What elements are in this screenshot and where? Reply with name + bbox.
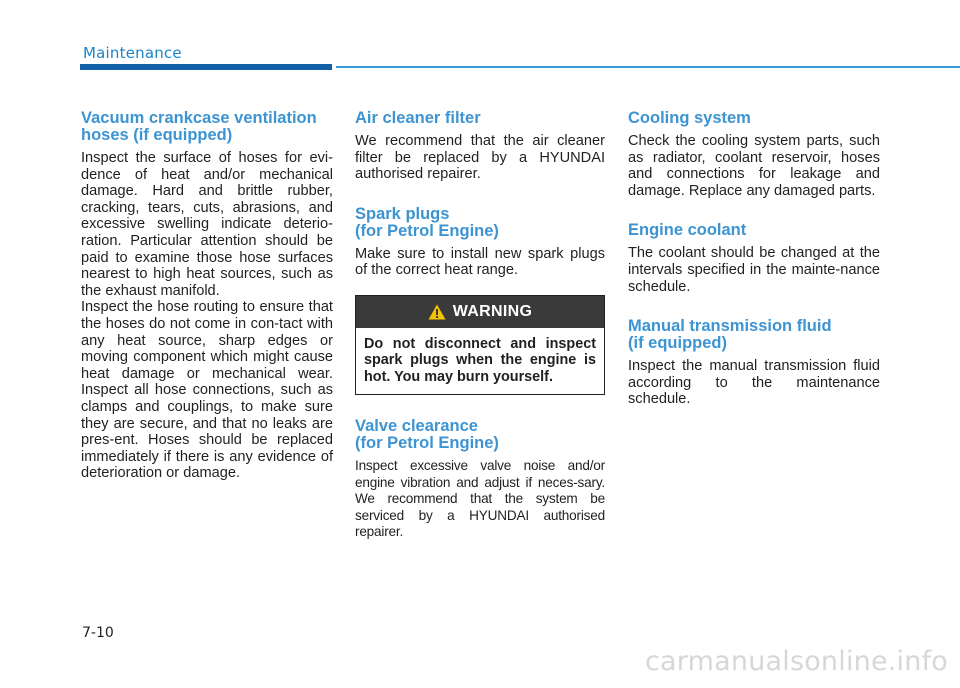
valve-clearance-heading (355, 418, 605, 452)
spacer (628, 199, 880, 222)
spacer (355, 395, 605, 418)
section-header: Maintenance (83, 44, 182, 62)
transmission-fluid-heading-line2: (if equipped) (628, 334, 727, 353)
cooling-system-text: Check the cooling system parts, such as radiator, coolant reservoir, hoses and connections for leakage and damage. Replace any damaged parts. (628, 133, 880, 199)
header-rule-light (336, 66, 960, 68)
spacer (628, 295, 880, 318)
warning-text: Do not disconnect and inspect spark plugs when the engine is hot. You may burn yourself. (364, 335, 596, 385)
warning-box (355, 295, 605, 396)
valve-clearance-heading-line1: Valve clearance (355, 417, 478, 436)
spacer (355, 183, 605, 206)
vacuum-hoses-heading-line2: hoses (if equipped) (81, 126, 233, 144)
spark-plugs-heading-line2: (for Petrol Engine) (355, 221, 499, 240)
header-rule-dark (80, 64, 332, 70)
warning-header (356, 296, 604, 328)
transmission-fluid-text: Inspect the manual transmission fluid according to the maintenance schedule. (628, 358, 880, 408)
valve-clearance-heading-line2: (for Petrol Engine) (355, 434, 499, 453)
column-right (628, 110, 880, 408)
transmission-fluid-heading (628, 318, 880, 352)
air-cleaner-heading: Air cleaner filter (355, 109, 481, 127)
warning-label: WARNING (452, 302, 533, 320)
spark-plugs-text: Make sure to install new spark plugs of the correct heat range. (355, 245, 605, 279)
watermark: carmanualsonline.info (645, 646, 948, 677)
valve-clearance-text: Inspect excessive valve noise and/or engine vibration and adjust if neces-sary. We recommend that the system be serviced by a HYUNDAI authorised repairer. (355, 458, 605, 540)
vacuum-hoses-heading (81, 110, 333, 144)
column-middle (355, 110, 605, 541)
spark-plugs-heading (355, 206, 605, 240)
engine-coolant-heading: Engine coolant (628, 221, 747, 240)
page-number: 7-10 (82, 625, 114, 641)
air-cleaner-text: We recommend that the air cleaner filter be replaced by a HYUNDAI authorised repairer. (355, 133, 605, 183)
spark-plugs-heading-line1: Spark plugs (355, 204, 450, 223)
vacuum-hoses-paragraph-2: Inspect the hose routing to ensure that the hoses do not come in con-tact with any heat source, sharp edges or moving component which might cause heat damage or mechanical wear. Inspect all hose connections, such as clamps and couplings, to make sure they are secure, and that no leaks are pres-ent. Hoses should be replaced immediately if there is any evidence of deterioration or damage. (81, 299, 333, 482)
column-left (81, 110, 333, 482)
warning-triangle-icon (428, 304, 446, 320)
cooling-system-heading: Cooling system (628, 109, 751, 127)
vacuum-hoses-heading-line1: Vacuum crankcase ventilation (81, 109, 317, 127)
transmission-fluid-heading-line1: Manual transmission fluid (628, 317, 832, 336)
engine-coolant-text: The coolant should be changed at the intervals specified in the mainte-nance schedule. (628, 245, 880, 295)
vacuum-hoses-paragraph-1: Inspect the surface of hoses for evi-dence of heat and/or mechanical damage. Hard and brittle rubber, cracking, tears, cuts, abrasions, and excessive swelling indicate deterio-ration. Particular attention should be paid to examine those hose surfaces nearest to high heat sources, such as the exhaust manifold. (81, 150, 333, 299)
